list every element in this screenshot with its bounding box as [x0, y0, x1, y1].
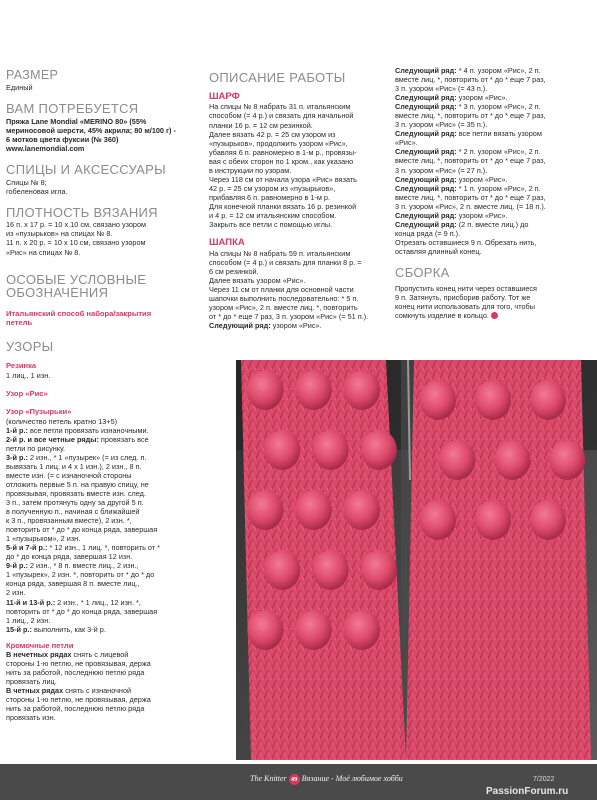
text-line: в полученную п., начиная с ближайшей [6, 507, 140, 517]
text-line: от * до * еще 7 раз, 3 п. узором «Рис» (= 51 п.). [209, 312, 369, 322]
rib-text: 1 лиц., 1 изн. [6, 370, 51, 380]
bobble [361, 430, 397, 470]
text-line: 3 п., затем протянуть одну за другой 5 п. [6, 497, 144, 507]
row-text: конца ряда (= 9 п.). [395, 228, 461, 238]
row-text: Отрезать оставшиеся 9 п. Обрезать нить, [395, 237, 537, 247]
text-line: Через 118 см от начала узора «Рис» вязать [209, 174, 357, 184]
bobble [344, 610, 380, 650]
rib-heading: Резинка [6, 361, 37, 371]
text-line: вая с обеих сторон по 1 кром., как указано [209, 156, 354, 166]
hat-row-line [395, 75, 591, 84]
bobble [494, 440, 530, 480]
row-text: 3 п. узором «Рис» (= 27 п.). [395, 165, 488, 175]
bobble [361, 550, 397, 590]
row-text: 3 п. узором «Рис» (= 35 п.). [395, 120, 488, 130]
bubbles-instructions [6, 417, 198, 634]
text-line: способом (= 4 р.) и связать для начальной [209, 111, 354, 121]
issue-number: 7/2022 [533, 776, 555, 783]
edge-stitches-heading: Кромочные петли [6, 640, 74, 650]
text-line: 1 лиц., 2 изн. [6, 615, 51, 625]
rice-heading: Узор «Рис» [6, 388, 48, 398]
row-label: Следующий ряд: [395, 102, 457, 112]
gauge-line: 16 п. x 17 р. = 10 x 10 см, связано узором [6, 220, 147, 230]
row-text: 3 п. узором «Рис», 2 п. вместе лиц. (= 18 п.). [395, 201, 546, 211]
text-line: В четных рядах снять с изнаночной [6, 686, 132, 696]
text-line: вывязать 1 лиц. и 4 x 1 изн.), 2 изн., 8 п. [6, 461, 142, 471]
italian-cast-on-line: Итальянский способ набора/закрытия [6, 308, 152, 318]
text-line: Далее вязать узором «Рис». [209, 275, 306, 285]
text-line: 9 п. Затянуть, присборив работу. Тот же [395, 292, 531, 302]
text-line: способом (= 4 р.) и связать для планки 8 р. = [209, 257, 362, 267]
hat-row-line [395, 111, 591, 120]
bobble [296, 610, 332, 650]
row-text: вместе лиц. *, повторить от * до * еще 7 раз, [395, 75, 546, 85]
text-line: 6 см резинкой. [209, 266, 259, 276]
scarf-instructions [209, 102, 389, 229]
bobble [313, 550, 349, 590]
text-line: вместе изн. (= с изнаночной стороны [6, 470, 132, 480]
size-heading: РАЗМЕР [6, 68, 59, 82]
row-text: вместе лиц. *, повторить от * до * еще 7 раз, [395, 156, 546, 166]
patterns-heading: УЗОРЫ [6, 338, 54, 354]
row-text: * 1 п. узором «Рис», 2 п. [456, 183, 541, 193]
line-label: 5-й и 7-й р.: [6, 543, 48, 553]
hat-row-line [395, 202, 591, 211]
hat-row-line [395, 156, 591, 165]
left-column [6, 64, 198, 722]
hat-row-line [395, 247, 591, 256]
scarf-heading: ШАРФ [209, 90, 240, 102]
bobble [475, 500, 511, 540]
row-text: вместе лиц. *, повторить от * до * еще 7 раз, [395, 192, 546, 202]
row-label: Следующий ряд: [395, 210, 457, 220]
materials-heading: ВАМ ПОТРЕБУЕТСЯ [6, 101, 139, 117]
magazine-name-a: The Knitter [250, 774, 287, 783]
hat-row-line [395, 147, 591, 156]
hat-row-line [395, 102, 591, 111]
text-line: 11-й и 13-й р.: 2 изн., * 1 лиц., 12 изн. *, [6, 597, 141, 607]
hat-row-line [395, 229, 591, 238]
hat-next-row [209, 321, 389, 330]
scarf-illustration [236, 360, 597, 760]
row-text: (2 п. вместе лиц.) до [456, 219, 529, 229]
middle-column [209, 66, 389, 330]
text-line: убавляя 6 п. равномерно в 1-м р., провязы- [209, 147, 357, 157]
magazine-name [250, 774, 403, 785]
bobble [530, 380, 566, 420]
text-line: повторить от * до * до конца ряда, завершая [6, 525, 158, 535]
text-line: Для конечной планки вязать 16 р. резинкой [209, 201, 357, 211]
bobble [344, 370, 380, 410]
text-line: нить за работой, последнюю петлю ряда [6, 668, 145, 678]
italian-cast-on-line: петель [6, 318, 33, 328]
hat-instructions [209, 249, 389, 321]
bobble [313, 430, 349, 470]
work-description-heading: ОПИСАНИЕ РАБОТЫ [209, 70, 346, 85]
hat-row-line [395, 84, 591, 93]
bobble [530, 500, 566, 540]
needles-line: гобеленовая игла. [6, 186, 68, 196]
text-line: 2-й р. и все четные ряды: провязать все [6, 434, 149, 444]
text-line: планки 16 р. = 12 см резинкой. [209, 120, 313, 130]
hat-row-line [395, 120, 591, 129]
text-line: Закрыть все петли с помощью иглы. [209, 220, 333, 230]
watermark: PassionForum.ru [486, 786, 569, 797]
row-label: Следующий ряд: [395, 93, 457, 103]
hat-row-line [395, 238, 591, 247]
assembly-instructions [395, 284, 591, 320]
text-line: Пропустить конец нити через оставшиеся [395, 283, 537, 293]
yarn-website-link[interactable]: www.lanemondial.com [6, 143, 85, 153]
bobble [420, 500, 456, 540]
row-label: Следующий ряд: [395, 219, 457, 229]
text-line: На спицы № 8 набрать 31 п. итальянским [209, 102, 351, 112]
needles-line: Спицы № 8; [6, 177, 47, 187]
text-line: отложить первые 5 п. на правую спицу, не [6, 479, 149, 489]
hat-row-line [395, 129, 591, 138]
row-text: все петли вязать узором [456, 129, 542, 139]
text-line: в инструкции по узорам. [209, 165, 292, 175]
row-text: узором «Рис». [456, 210, 508, 220]
scarf-right-end [406, 360, 591, 760]
gauge-line: «Рис» на спицах № 8. [6, 247, 81, 257]
text-line: В нечетных рядах снять с лицевой [6, 650, 129, 660]
text-line: узором «Рис», 2 п. вместе лиц. *, повторить [209, 303, 358, 313]
assembly-heading: СБОРКА [395, 264, 450, 280]
bobble [439, 440, 475, 480]
special-terms-heading-line: ОСОБЫЕ УСЛОВНЫЕ [6, 271, 147, 287]
hat-row-line [395, 66, 591, 75]
row-text: вместе лиц. *, повторить от * до * еще 7 раз, [395, 111, 546, 121]
italian-cast-on-term [6, 309, 198, 328]
text-line: 1 «пузырьком», 2 изн. [6, 534, 81, 544]
line-label: В четных рядах [6, 686, 64, 696]
gauge-line: из «пузырьков» на спицах № 8. [6, 229, 113, 239]
row-text: узором «Рис». [270, 321, 322, 331]
bobble [296, 490, 332, 530]
row-text: 3 п. узором «Рис» (= 43 п.). [395, 84, 488, 94]
text-line: конец нити использовать для того, чтобы [395, 301, 535, 311]
edge-stitches-instructions [6, 650, 198, 722]
text-line: (количество петель кратно 13+5) [6, 416, 118, 426]
text-line: 15-й р.: выполнить, как 3-й р. [6, 624, 106, 634]
hat-heading: ШАПКА [209, 237, 245, 249]
page-number: 49 [289, 774, 300, 785]
text-line: и 4 р. = 12 см итальянским способом. [209, 210, 337, 220]
text-line: повторить от * до * до конца ряда, завершая [6, 606, 158, 616]
text-line: провязать изн. [6, 713, 56, 723]
text-line: сомкнуть изделие в кольцо. [395, 311, 591, 320]
bobble [549, 440, 585, 480]
bobble [247, 610, 283, 650]
bobble [296, 370, 332, 410]
row-label: Следующий ряд: [395, 66, 457, 75]
text-line: прибавляя 6 п. равномерно в 1-м р. [209, 192, 330, 202]
special-terms-heading-line: ОБОЗНАЧЕНИЯ [6, 285, 109, 301]
row-label: Следующий ряд: [395, 129, 457, 139]
line-label: 9-й р.: [6, 561, 28, 571]
row-text: узором «Рис». [456, 93, 508, 103]
text-line: стороны 1-ю петлю, не провязывая, держа [6, 659, 151, 669]
bobble [264, 430, 300, 470]
text-line: стороны 1-ю петлю, не провязывая, держа [6, 695, 151, 705]
row-text: * 4 п. узором «Рис», 2 п. [456, 66, 541, 75]
row-text: оставляя длинный конец. [395, 246, 482, 256]
hat-row-line [395, 93, 591, 102]
bobble [264, 550, 300, 590]
end-mark-icon [491, 312, 498, 319]
gauge-line: 11 п. x 20 р. = 10 x 10 см, связано узором [6, 238, 146, 248]
text-line: шапочки выполнить последовательно: * 5 п. [209, 294, 359, 304]
magazine-name-b: Вязание - Моё любимое хобби [301, 774, 403, 783]
text-line: 3-й р.: 2 изн., * 1 «пузырек» (= из след. п. [6, 452, 147, 462]
text-line: «пузырьков», продолжить узором «Рис», [209, 138, 348, 148]
text-line: 42 р. = 25 см узором из «пузырьков», [209, 183, 336, 193]
text-line: петли по рисунку. [6, 443, 66, 453]
hat-row-line [395, 211, 591, 220]
scarf-photo [236, 360, 597, 760]
line-label: 3-й р.: [6, 452, 28, 462]
row-label: Следующий ряд: [395, 147, 457, 157]
materials-line: Пряжа Lane Mondial «MERINO 80» (55% [6, 116, 147, 126]
text-line: Далее вязать 42 р. = 25 см узором из [209, 129, 336, 139]
text-line: На спицы № 8 набрать 59 п. итальянским [209, 248, 351, 258]
bobble [344, 490, 380, 530]
bobble [247, 370, 283, 410]
size-value: Единый [6, 83, 33, 93]
hat-rows-continued [395, 66, 591, 256]
text-line: к 3 п., провязанным вместе), 2 изн. *, [6, 516, 132, 526]
text-line: 5-й и 7-й р.: * 12 изн., 1 лиц. *, повторить от * [6, 543, 161, 553]
scarf-left-end [241, 360, 406, 760]
right-column [395, 66, 591, 320]
text-line: провязать лиц. [6, 677, 57, 687]
text-line: 2 изн. [6, 588, 26, 598]
bobble [420, 380, 456, 420]
line-label: 15-й р.: [6, 624, 32, 634]
text-line: нить за работой, последнюю петлю ряда [6, 704, 145, 714]
hat-row-line [395, 193, 591, 202]
row-text: * 3 п. узором «Рис», 2 п. [456, 102, 541, 112]
special-terms-heading [6, 273, 198, 300]
text-line: 1 «пузырек», 2 изн. *, повторить от * до * до [6, 570, 155, 580]
materials-line: мериносовой шерсти, 45% акрила; 80 м/100 г) - [6, 125, 176, 135]
hat-row-line [395, 166, 591, 175]
row-text: «Рис». [395, 138, 418, 148]
text-line: конца ряда, завершая 8 п. вместе лиц., [6, 579, 140, 589]
hat-row-line [395, 184, 591, 193]
bobble [247, 490, 283, 530]
row-text: * 2 п. узором «Рис», 2 п. [456, 147, 541, 157]
materials-line: 6 мотков цвета фуксии (№ 360) [6, 134, 119, 144]
needles-heading: СПИЦЫ И АКСЕССУАРЫ [6, 162, 166, 177]
bobble [475, 380, 511, 420]
hat-row-line [395, 220, 591, 229]
hat-row-line [395, 138, 591, 147]
text-line: до * до конца ряда, завершая 12 изн. [6, 552, 133, 562]
page-footer [0, 764, 597, 800]
row-label: Следующий ряд: [395, 174, 457, 184]
bubbles-heading: Узор «Пузырьки» [6, 407, 72, 417]
line-label: 2-й р. и все четные ряды: [6, 434, 99, 444]
hat-row-line [395, 175, 591, 184]
line-label: 1-й р.: [6, 425, 28, 435]
text-line: 1-й р.: все петли провязать изнаночными. [6, 425, 149, 435]
line-label: В нечетных рядах [6, 650, 72, 660]
text-line: 9-й р.: 2 изн., * 8 п. вместе лиц., 2 изн., [6, 561, 139, 571]
text-line: провязывая, провязать вместе изн. след. [6, 488, 146, 498]
row-label: Следующий ряд: [209, 321, 271, 331]
row-label: Следующий ряд: [395, 183, 457, 193]
text-line: Через 11 см от планки для основной части [209, 285, 354, 295]
gauge-heading: ПЛОТНОСТЬ ВЯЗАНИЯ [6, 204, 158, 220]
row-text: узором «Рис». [456, 174, 508, 184]
line-label: 11-й и 13-й р.: [6, 597, 56, 607]
